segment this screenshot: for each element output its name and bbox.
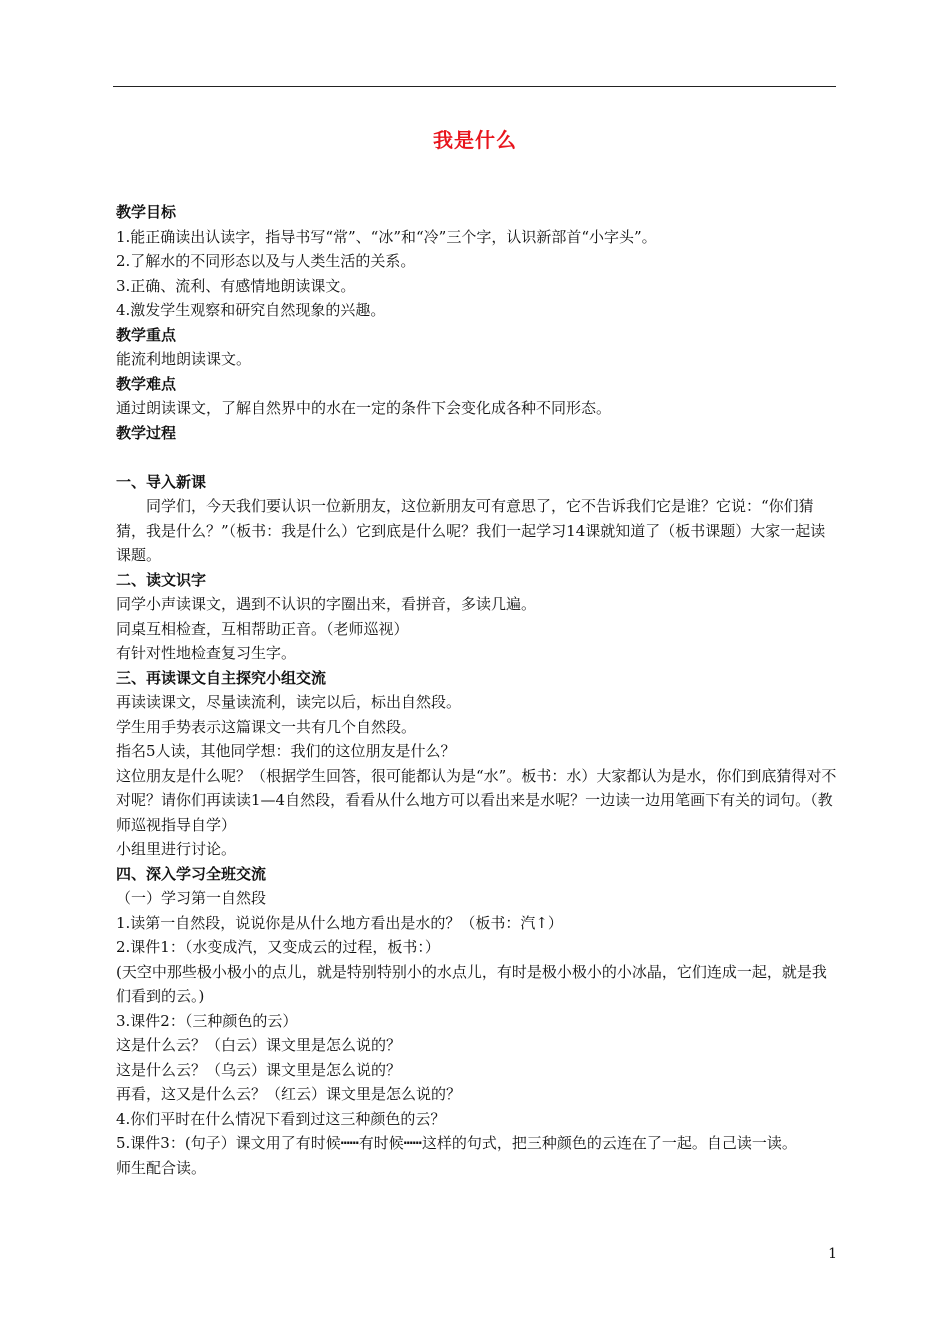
document-body <box>116 200 838 1180</box>
paragraph: 有针对性地检查复习生字。 <box>116 644 297 662</box>
paragraph: 这是什么云？（白云）课文里是怎么说的？ <box>116 1036 402 1054</box>
section-heading: 教学重点 <box>116 325 177 344</box>
section-heading: 二、读文识字 <box>116 570 207 589</box>
paragraph: 2.课件1：（水变成汽，又变成云的过程，板书：） <box>116 938 440 956</box>
paragraph: (天空中那些极小极小的点儿，就是特别特别小的水点儿，有时是极小极小的小冰晶，它们连成一起，就是我们看到的云。) <box>116 962 827 1005</box>
section-heading: 教学目标 <box>116 203 177 221</box>
paragraph: 小组里进行讨论。 <box>116 840 237 858</box>
paragraph: 再看，这又是什么云？（红云）课文里是怎么说的？ <box>116 1085 462 1103</box>
paragraph: 4.你们平时在什么情况下看到过这三种颜色的云？ <box>116 1109 446 1128</box>
paragraph: 3.正确、流利、有感情地朗读课文。 <box>116 276 356 295</box>
section-heading: 教学过程 <box>116 423 177 442</box>
paragraph: 同学小声读课文，遇到不认识的字圈出来，看拼音，多读几遍。 <box>116 595 537 613</box>
paragraph: 再读读课文，尽量读流利，读完以后，标出自然段。 <box>116 693 462 711</box>
paragraph: 能流利地朗读课文。 <box>116 350 252 368</box>
paragraph: 这位朋友是什么呢？（根据学生回答，很可能都认为是“水”。板书：水）大家都认为是水，你们到底猜得对不对呢？请你们再读读1—4自然段，看看从什么地方可以看出来是水呢？一边读一边用笔画下有关的词句。（教师巡视指导自学） <box>116 766 837 834</box>
section-heading: 四、深入学习全班交流 <box>116 864 267 883</box>
paragraph: 1.读第一自然段，说说你是从什么地方看出是水的？（板书：汽↑） <box>116 913 563 932</box>
paragraph: 学生用手势表示这篇课文一共有几个自然段。 <box>116 717 417 736</box>
paragraph: 通过朗读课文，了解自然界中的水在一定的条件下会变化成各种不同形态。 <box>116 399 612 417</box>
paragraph: （一）学习第一自然段 <box>116 889 267 907</box>
paragraph: 3.课件2：（三种颜色的云） <box>116 1011 298 1030</box>
section-heading: 一、导入新课 <box>116 472 207 491</box>
header-rule <box>113 86 836 87</box>
paragraph: 1.能正确读出认读字，指导书写“常”、“冰”和“冷”三个字，认识新部首“小字头”。 <box>116 227 657 246</box>
section-heading: 三、再读课文自主探究小组交流 <box>116 668 327 687</box>
paragraph: 师生配合读。 <box>116 1158 207 1177</box>
paragraph: 2.了解水的不同形态以及与人类生活的关系。 <box>116 252 416 270</box>
page-number: 1 <box>828 1246 837 1262</box>
paragraph: 同学们，今天我们要认识一位新朋友，这位新朋友可有意思了，它不告诉我们它是谁？它说：“你们猜猜，我是什么？”（板书：我是什么）它到底是什么呢？我们一起学习14课就知道了（板书课题）大家一起读课题。 <box>116 497 826 564</box>
paragraph: 5.课件3：(句子）课文用了有时候┅┅有时候┅┅这样的句式，把三种颜色的云连在了一起。自己读一读。 <box>116 1134 797 1152</box>
document-title: 我是什么 <box>433 128 517 152</box>
paragraph: 同桌互相检查，互相帮助正音。（老师巡视） <box>116 619 409 638</box>
section-heading: 教学难点 <box>116 374 177 393</box>
paragraph: 这是什么云？（乌云）课文里是怎么说的？ <box>116 1060 402 1079</box>
paragraph <box>116 445 838 470</box>
paragraph: 4.激发学生观察和研究自然现象的兴趣。 <box>116 301 386 319</box>
paragraph: 指名5人读，其他同学想：我们的这位朋友是什么？ <box>116 742 456 760</box>
